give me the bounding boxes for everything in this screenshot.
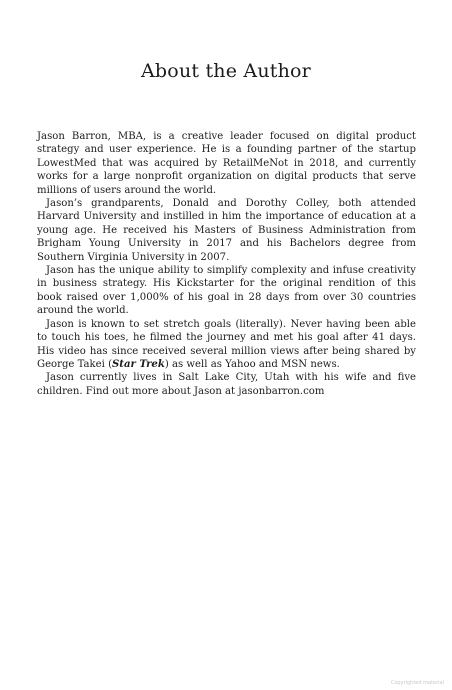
bio-paragraph-career: Jason Barron, MBA, is a creative leader focused on digital product strategy and user experience. He is a founding partner of the startup LowestMed that was acquired by RetailMeNot in 2018, and currently works for a large nonprofit organization on digital products that serve millions of users around the world.: [37, 131, 416, 196]
bio-paragraph-family: Jason currently lives in Salt Lake City, Utah with his wife and five children. Find out more about Jason at jasonbarron.com: [37, 372, 416, 397]
author-bio: [37, 130, 416, 398]
bio-paragraph-stretch-goal: [37, 318, 416, 372]
bio-paragraph-kickstarter: Jason has the unique ability to simplify complexity and infuse creativity in business strategy. His Kickstarter for the original rendition of this book raised over 1,000% of his goal in 28 days from over 30 countries around the world.: [37, 265, 416, 317]
page-title: About the Author: [141, 60, 311, 82]
stretch-goal-text-after: ) as well as Yahoo and MSN news.: [164, 358, 340, 370]
bio-paragraph-education: Jason’s grandparents, Donald and Dorothy Colley, both attended Harvard University and instilled in him the importance of education at a young age. He received his Masters of Business Administration from Brigham Young University in 2017 and his Bachelors degree from Southern Virginia University in 2007.: [37, 198, 416, 263]
star-trek-title: Star Trek: [112, 358, 165, 370]
stretch-goal-text-before: Jason is known to set stretch goals (literally). Never having been able to touch his toes, he filmed the journey and met his goal after 41 days. His video has since received several million views after being shared by George Takei (: [37, 318, 416, 370]
copyright-watermark: Copyrighted material: [390, 680, 444, 686]
